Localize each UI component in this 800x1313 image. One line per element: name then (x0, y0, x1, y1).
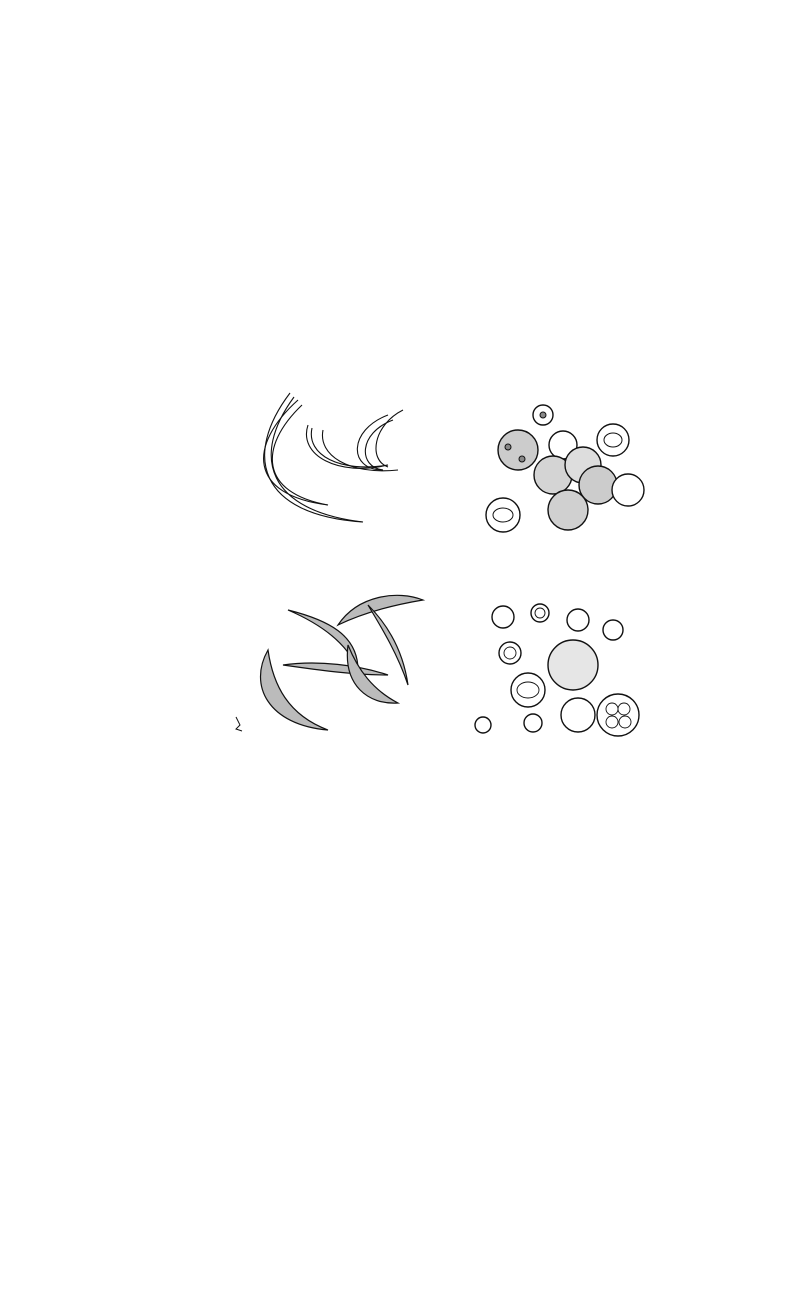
raphidium-cells-a (264, 393, 403, 522)
figure-caption (133, 768, 751, 772)
figure-drawing (228, 385, 648, 760)
small-mark (236, 717, 242, 731)
page-header (137, 104, 750, 128)
raphidium-cells-b (261, 595, 424, 730)
palmella-cells-a (486, 405, 644, 532)
figure-6 (228, 385, 648, 760)
